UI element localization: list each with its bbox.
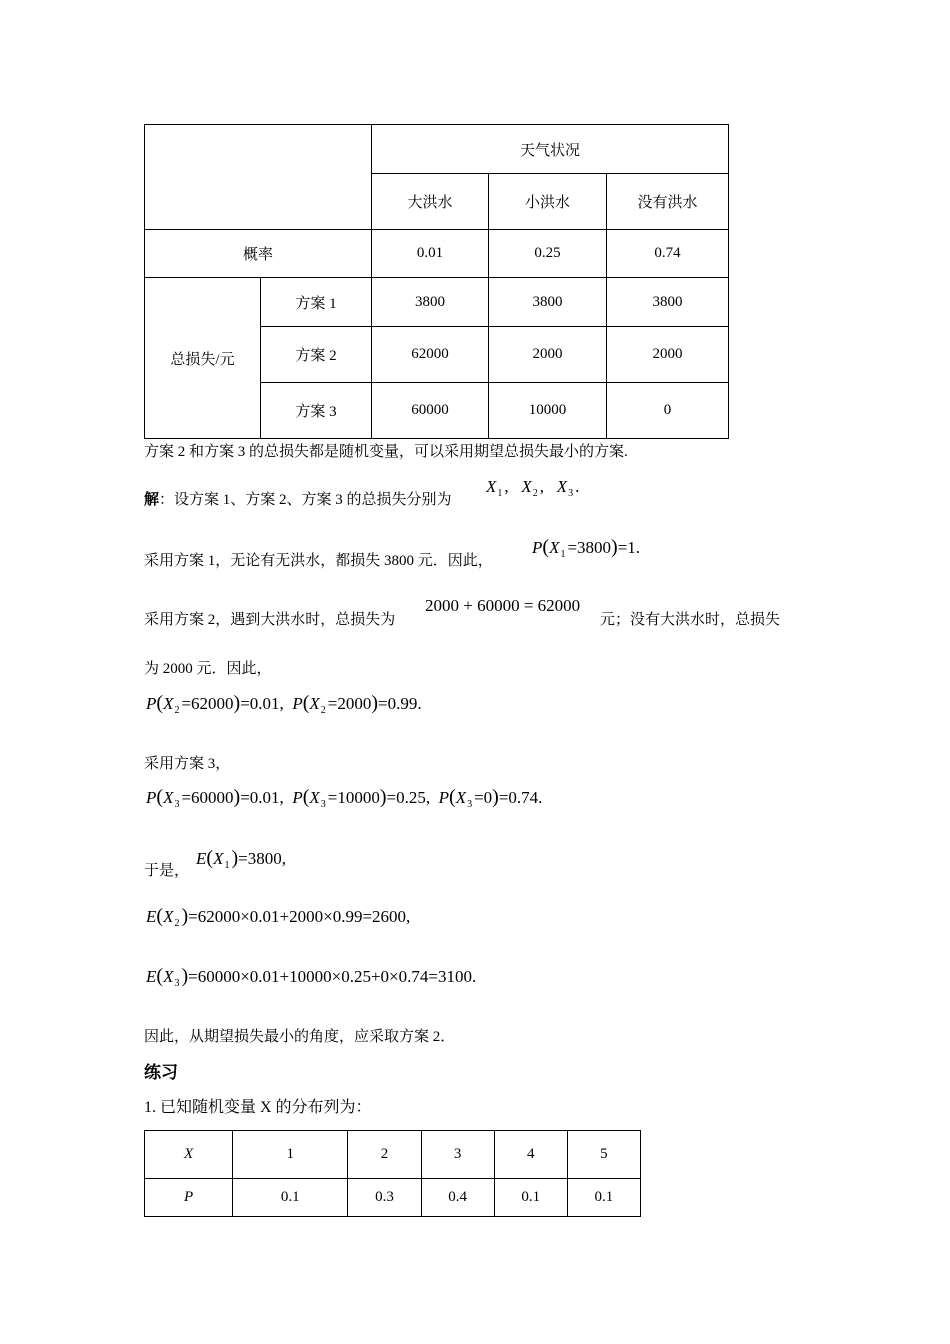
formula-p-x1: $P(X_1 =3800)=1$. <box>532 536 641 560</box>
paragraph-thus: 于是， <box>144 863 190 879</box>
formula-sum: 2000 + 60000 = 62000 <box>425 596 581 615</box>
solution-text: ：设方案 1、方案 2、方案 3 的总损失分别为 <box>159 492 452 508</box>
prob-cell: 0.74 <box>607 230 729 278</box>
formula-p-x3: $P(X_3 =60000)=0.01$, $P(X_3 =10000)=0.25$, $P(X_3 =0)=0.74$. <box>146 786 543 810</box>
x-value: 5 <box>567 1131 640 1179</box>
prob-label: 概率 <box>145 230 372 278</box>
loss-cell: 3800 <box>607 278 729 327</box>
p-value: 0.1 <box>494 1179 567 1217</box>
paragraph-intro: 方案 2 和方案 3 的总损失都是随机变量，可以采用期望总损失最小的方案. <box>144 444 628 460</box>
p-value: 0.1 <box>567 1179 640 1217</box>
loss-cell: 2000 <box>607 327 729 383</box>
solution-line <box>144 490 452 510</box>
distribution-table <box>144 1130 641 1217</box>
p-value: 0.4 <box>421 1179 494 1217</box>
plan-name: 方案 2 <box>261 327 372 383</box>
paragraph-plan2-a: 采用方案 2，遇到大洪水时，总损失为 <box>144 612 396 628</box>
formula-e-x2: $E(X_2$ )=62000×0.01+2000×0.99=2600, <box>146 905 411 929</box>
formula-p-x2: $P(X_2 =62000)=0.01$, $P(X_2 =2000)=0.99$. <box>146 692 422 716</box>
loss-table <box>144 124 729 439</box>
table-corner <box>145 125 372 230</box>
exercise-question-1: 1. 已知随机变量 X 的分布列为： <box>144 1099 372 1116</box>
prob-cell: 0.25 <box>489 230 607 278</box>
exercise-title: 练习 <box>144 1063 178 1082</box>
col-header: 大洪水 <box>372 174 489 230</box>
paragraph-plan2-c: 为 2000 元．因此， <box>144 661 272 677</box>
loss-cell: 62000 <box>372 327 489 383</box>
loss-cell: 3800 <box>372 278 489 327</box>
x-value: 3 <box>421 1131 494 1179</box>
formula-x1-x2-x3: $X_1$ , $X_2$ , $X_3$ . <box>486 477 580 499</box>
plan-name: 方案 1 <box>261 278 372 327</box>
solution-label: 解 <box>144 492 160 508</box>
paragraph-plan3: 采用方案 3， <box>144 756 231 772</box>
x-value: 1 <box>233 1131 348 1179</box>
x-value: 4 <box>494 1131 567 1179</box>
header-weather: 天气状况 <box>372 125 729 174</box>
loss-cell: 3800 <box>489 278 607 327</box>
paragraph-plan2-b: 元；没有大洪水时，总损失 <box>600 612 781 628</box>
loss-cell: 10000 <box>489 383 607 439</box>
plan-name: 方案 3 <box>261 383 372 439</box>
col-header: 没有洪水 <box>607 174 729 230</box>
loss-cell: 0 <box>607 383 729 439</box>
formula-e-x1: $E(X_1$ )=3800, <box>196 847 286 871</box>
paragraph-conclusion: 因此，从期望损失最小的角度，应采取方案 2． <box>144 1029 456 1045</box>
formula-e-x3: $E(X_3$ )=60000×0.01+10000×0.25+0×0.74=3100. <box>146 965 477 989</box>
loss-cell: 2000 <box>489 327 607 383</box>
paragraph-plan1: 采用方案 1，无论有无洪水，都损失 3800 元．因此， <box>144 553 493 569</box>
col-header: 小洪水 <box>489 174 607 230</box>
loss-label: 总损失/元 <box>145 278 261 439</box>
loss-cell: 60000 <box>372 383 489 439</box>
x-value: 2 <box>348 1131 421 1179</box>
p-label: P <box>145 1179 233 1217</box>
prob-cell: 0.01 <box>372 230 489 278</box>
x-label: X <box>145 1131 233 1179</box>
p-value: 0.1 <box>233 1179 348 1217</box>
p-value: 0.3 <box>348 1179 421 1217</box>
